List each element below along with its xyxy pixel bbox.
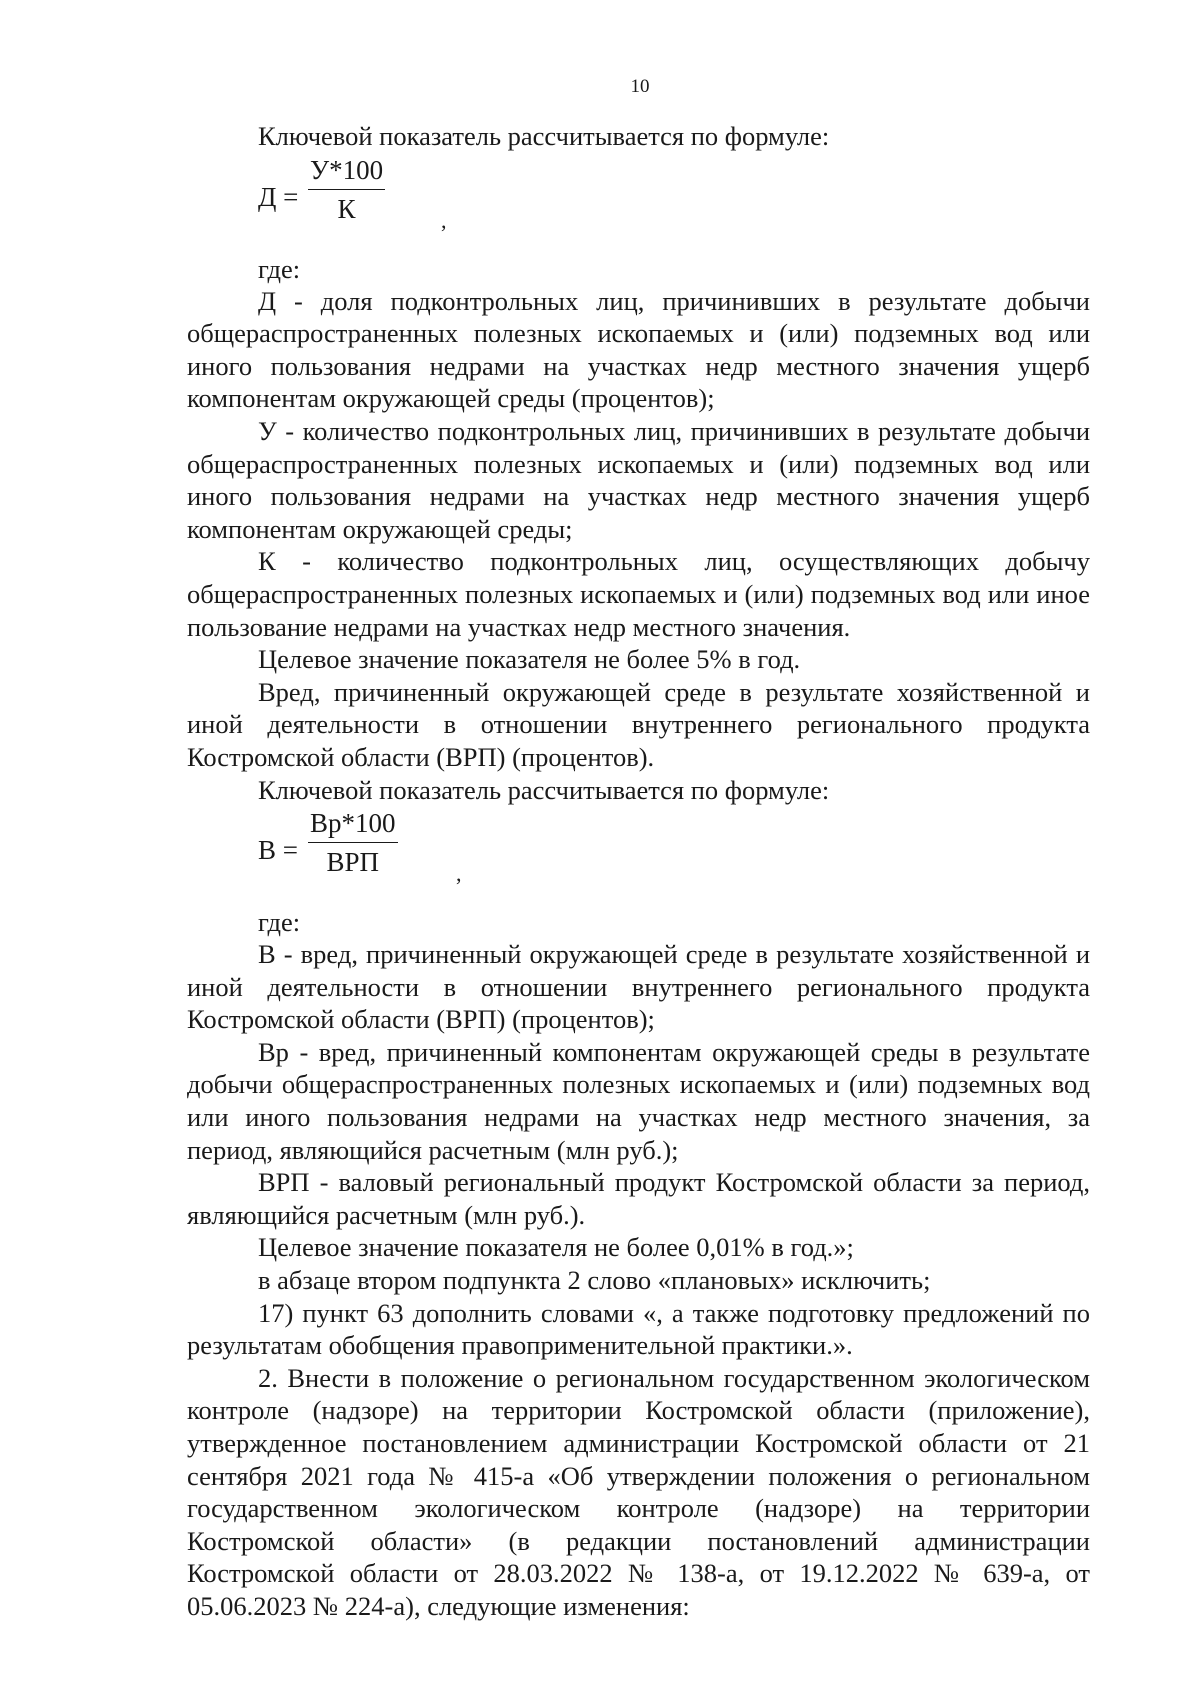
formula-d-comma: , xyxy=(441,207,447,233)
formula-d xyxy=(258,153,1090,253)
paragraph-amend-item-63: 17) пункт 63 дополнить словами «, а также подготовку предложений по результатам обобщения правоприменительной практики.». xyxy=(187,1297,1090,1361)
formula-v xyxy=(258,806,1090,906)
formula-d-denominator: К xyxy=(337,193,356,224)
paragraph-def-u: У - количество подконтрольных лиц, причинивших в результате добычи общераспространенных полезных ископаемых и (или) подземных вод или иного пользования недрами на участках недр местного значения ущерб компонентам окружающей среды; xyxy=(187,415,1090,544)
formula-v-denominator: ВРП xyxy=(326,847,380,878)
formula-v-comma: , xyxy=(456,861,462,887)
paragraph-def-d: Д - доля подконтрольных лиц, причинивших в результате добычи общераспространенных полезных ископаемых и (или) подземных вод или иного пользования недрами на участках недр местного значения ущерб компонентам окружающей среды (процентов); xyxy=(187,285,1090,414)
paragraph-formula-intro-1: Ключевой показатель рассчитывается по формуле: xyxy=(258,121,830,151)
formula-v-lhs: В = xyxy=(258,835,298,866)
document-body xyxy=(187,120,1090,1623)
formula-v-numerator: Вр*100 xyxy=(308,806,398,843)
paragraph-def-v: В - вред, причиненный окружающей среде в результате хозяйственной и иной деятельности в отношении внутреннего регионального продукта Костромской области (ВРП) (процентов); xyxy=(187,939,1090,1035)
paragraph-where-1: где: xyxy=(258,253,301,284)
paragraph-amend-subitem-2: в абзаце втором подпункта 2 слово «плановых» исключить; xyxy=(258,1265,931,1296)
formula-v-fraction xyxy=(308,806,398,881)
paragraph-def-vrp: ВРП - валовый региональный продукт Костромской области за период, являющийся расчетным (млн руб.). xyxy=(187,1167,1090,1230)
paragraph-target-2: Целевое значение показателя не более 0,01% в год.»; xyxy=(258,1232,854,1263)
page-number: 10 xyxy=(630,76,650,97)
paragraph-harm-indicator: Вред, причиненный окружающей среде в результате хозяйственной и иной деятельности в отношении внутреннего регионального продукта Костромской области (ВРП) (процентов). xyxy=(187,676,1090,772)
paragraph-target-1: Целевое значение показателя не более 5% в год. xyxy=(258,644,801,675)
formula-d-lhs: Д = xyxy=(258,181,299,212)
paragraph-def-k: К - количество подконтрольных лиц, осуществляющих добычу общераспространенных полезных ископаемых и (или) подземных вод или иное пользование недрами на участках недр местного значения. xyxy=(187,546,1090,642)
formula-d-fraction xyxy=(308,153,385,228)
paragraph-section-2: 2. Внести в положение о региональном государственном экологическом контроле (надзоре) на территории Костромской области (приложение), утвержденное постановлением администрации Костромской области от 21 сентября 2021 года № 415-а «Об утверждении положения о региональном государственном экологическом контроле (надзоре) на территории Костромской области» (в редакции постановлений администрации Костромской области от 28.03.2022 № 138-а, от 19.12.2022 № 639-а, от 05.06.2023 № 224-а), следующие изменения: xyxy=(187,1362,1090,1621)
formula-d-numerator: У*100 xyxy=(308,153,385,190)
paragraph-def-vr: Вр - вред, причиненный компонентам окружающей среды в результате добычи общераспространенных полезных ископаемых и (или) подземных вод или иного пользования недрами на участках недр местного значения, за период, являющийся расчетным (млн руб.); xyxy=(187,1036,1090,1165)
paragraph-where-2: где: xyxy=(258,907,301,938)
paragraph-formula-intro-2: Ключевой показатель рассчитывается по формуле: xyxy=(258,774,830,805)
